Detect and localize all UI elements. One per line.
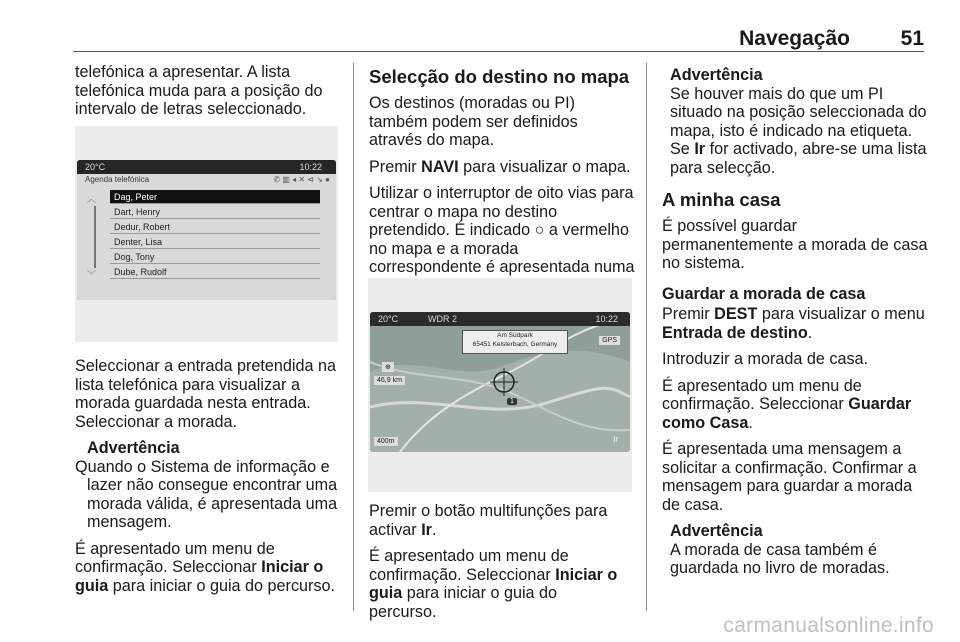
- col3-para3: Introduzir a morada de casa.: [662, 350, 869, 368]
- scroll-down-icon[interactable]: ﹀: [87, 270, 97, 280]
- scroll-track[interactable]: [94, 206, 96, 268]
- note-body: A morada de casa também é guardada no livro de moradas.: [670, 540, 890, 577]
- text: for activado, abre-se uma lista para selecção.: [670, 140, 927, 177]
- list-item[interactable]: Dedur, Robert: [110, 220, 320, 234]
- radio-station: WDR 2: [428, 314, 457, 324]
- map-scale: 400m: [374, 437, 398, 446]
- column-2-lower: [369, 502, 629, 629]
- list-item[interactable]: Dube, Rudolf: [110, 265, 320, 279]
- column-2: [369, 66, 635, 303]
- phonebook-display: [77, 160, 336, 300]
- clock: 10:22: [299, 162, 322, 172]
- bold-text: NAVI: [421, 157, 459, 176]
- gps-badge: GPS: [599, 336, 620, 345]
- col1-note: [75, 439, 345, 532]
- page-number: 51: [900, 27, 924, 50]
- text: para visualizar o menu: [757, 305, 925, 323]
- col2-para4: [369, 502, 629, 539]
- text: para iniciar o guia do percurso.: [369, 584, 558, 621]
- map-status-bar: [370, 312, 630, 326]
- bold-text: Entrada de destino: [662, 323, 808, 342]
- note-title: Advertência: [670, 66, 763, 84]
- clock: 10:22: [595, 314, 618, 324]
- road-number: 1: [507, 398, 517, 405]
- map-display: [370, 312, 630, 452]
- col2-para1: Os destinos (moradas ou PI) também podem ser definidos através do mapa.: [369, 94, 578, 149]
- scroll-up-icon[interactable]: ︿: [87, 194, 97, 204]
- note-title: Advertência: [670, 522, 763, 540]
- list-item[interactable]: Dart, Henry: [110, 205, 320, 219]
- section-title: Navegação: [739, 27, 850, 50]
- text: É apresentado um menu de confirmação. Seleccionar: [75, 539, 275, 576]
- text: .: [807, 323, 813, 342]
- text: Premir: [369, 157, 422, 176]
- col1-para2: [75, 540, 345, 596]
- bold-text: Iniciar o guia: [75, 558, 324, 595]
- column-divider-2: [646, 63, 647, 611]
- watermark: carmanualsonline.info: [723, 614, 934, 637]
- col3-para1: É possível guardar permanentemente a morada de casa no sistema.: [662, 217, 928, 272]
- list-item[interactable]: Denter, Lisa: [110, 235, 320, 249]
- col3-heading: A minha casa: [662, 189, 781, 210]
- column-1: [75, 63, 343, 127]
- col3-para4: [662, 377, 930, 433]
- address-line-1: Am Südpark: [497, 332, 533, 339]
- list-item[interactable]: Dag, Peter: [110, 190, 320, 204]
- status-icons: ✆ ▥ ◂ ✕ ⊲ ↘ ●: [273, 175, 330, 184]
- col3-note2: [670, 522, 930, 578]
- col2-para5: [369, 547, 629, 621]
- address-label: [462, 330, 568, 354]
- col3-note: [670, 66, 930, 177]
- bold-text: Iniciar o guia: [369, 565, 618, 602]
- col3-subheading: Guardar a morada de casa: [662, 284, 866, 303]
- text: .: [748, 413, 753, 432]
- phonebook-title: Agenda telefónica: [85, 175, 150, 184]
- col1-para1: Seleccionar a entrada pretendida na lista telefónica para visualizar a morada guardada nesta entrada. Seleccionar a morada.: [75, 357, 336, 431]
- list-item[interactable]: Dog, Tony: [110, 250, 320, 264]
- note-title: Advertência: [87, 439, 180, 457]
- col2-para2: [369, 158, 635, 177]
- page-header: [73, 27, 924, 52]
- map-screenshot: [368, 278, 632, 492]
- address-line-2: 65451 Kelsterbach, Germany: [472, 341, 558, 348]
- text: Se houver mais do que um PI situado na posição seleccionada do mapa, isto é indicado na etiqueta. Se: [670, 84, 927, 158]
- distance-readout: 46,9 km: [374, 376, 405, 385]
- bold-text: Ir: [694, 140, 706, 158]
- column-3: [662, 66, 930, 586]
- text: Premir o botão multifunções para activar: [369, 502, 608, 539]
- text: Premir: [662, 305, 715, 323]
- text: É apresentado um menu de confirmação. Seleccionar: [662, 376, 862, 413]
- col3-para5: É apresentada uma mensagem a solicitar a confirmação. Confirmar a mensagem para guardar a morada de casa.: [662, 440, 917, 514]
- bold-text: Guardar como Casa: [662, 395, 912, 432]
- text: .: [432, 520, 437, 539]
- note-body: [670, 85, 930, 178]
- phonebook-screenshot: [75, 126, 338, 342]
- note-body: Quando o Sistema de informação e lazer não consegue encontrar uma morada válida, é apresentada uma mensagem.: [75, 457, 338, 531]
- column-1-lower: [75, 357, 345, 603]
- col2-heading: Selecção do destino no mapa: [369, 66, 630, 87]
- text: É apresentado um menu de confirmação. Seleccionar: [369, 547, 569, 584]
- zoom-icon[interactable]: ⊕: [382, 362, 394, 372]
- temperature: 20°C: [378, 314, 399, 324]
- ir-softkey[interactable]: Ir: [613, 435, 618, 444]
- text: para iniciar o guia do percurso.: [108, 576, 336, 595]
- bold-text: Ir: [421, 520, 432, 539]
- column-divider-1: [353, 63, 354, 611]
- temperature: 20°C: [85, 162, 106, 172]
- bold-text: DEST: [714, 305, 758, 323]
- phonebook-list-area: [77, 174, 336, 300]
- col2-para3: Utilizar o interruptor de oito vias para centrar o mapa no destino pretendido. É indicado ○ a vermelho no mapa e a morada correspondente é apresentada numa: [369, 184, 635, 276]
- col3-para2: [662, 305, 930, 342]
- col1-intro: telefónica a apresentar. A lista telefónica muda para a posição do intervalo de letras seleccionado.: [75, 63, 323, 118]
- text: para visualizar o mapa.: [458, 157, 631, 176]
- status-bar: [77, 160, 336, 174]
